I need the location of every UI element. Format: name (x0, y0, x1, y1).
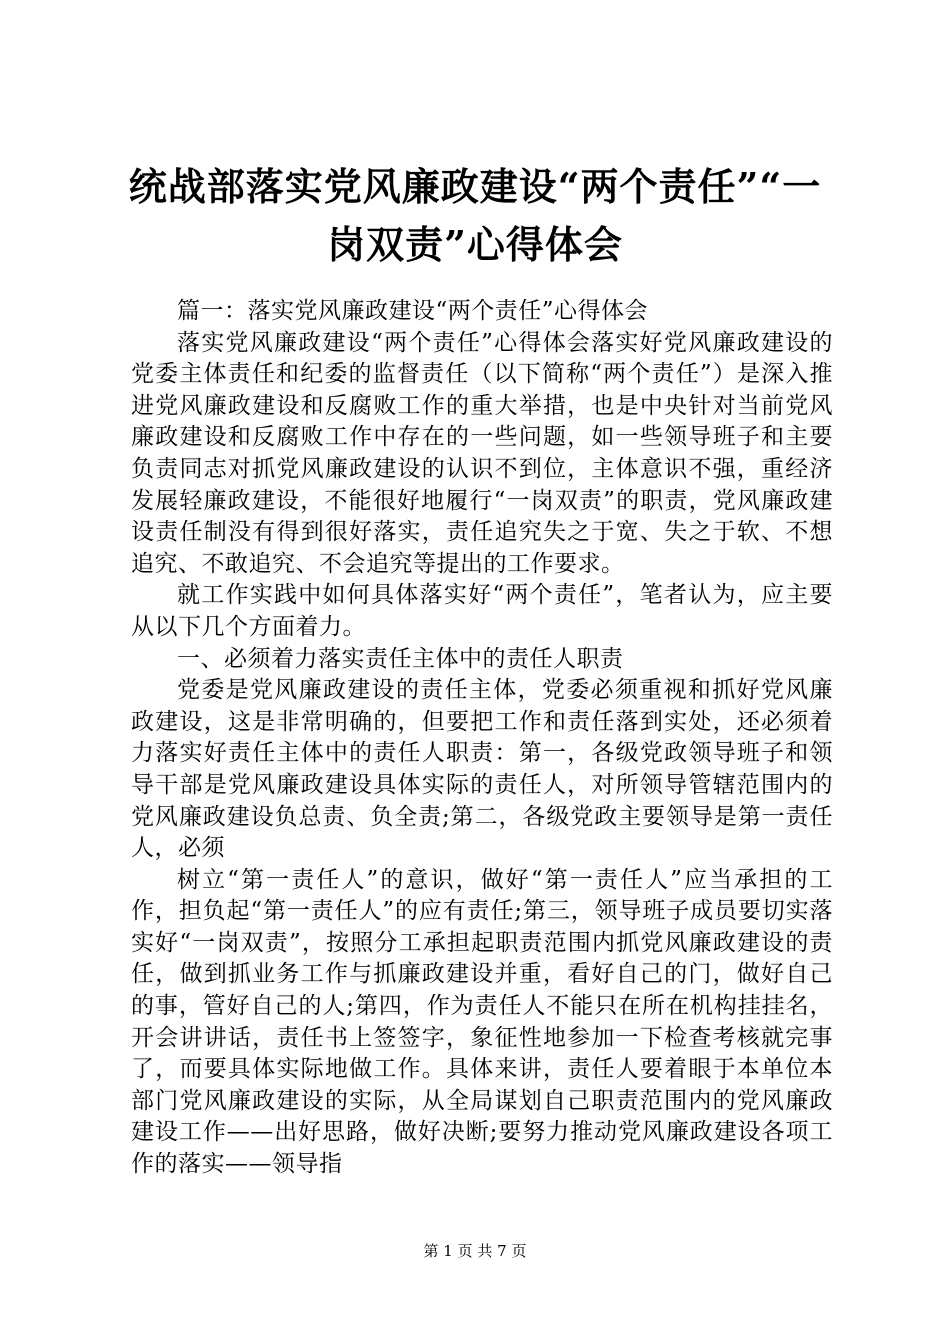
paragraph-first-responsible: 树立“第一责任人”的意识，做好“第一责任人”应当承担的工作，担负起“第一责任人”的应有责任;第三，领导班子成员要切实落实好“一岗双责”，按照分工承担起职责范围内抓党风廉政建设的责任，做到抓业务工作与抓廉政建设并重，看好自己的门，做好自己的事，管好自己的人;第四，作为责任人不能只在所在机构挂挂名，开会讲讲话，责任书上签签字，象征性地参加一下检查考核就完事了，而要具体实际地做工作。具体来讲，责任人要着眼于本单位本部门党风廉政建设的实际，从全局谋划自己职责范围内的党风廉政建设工作——出好思路，做好决断;要努力推动党风廉政建设各项工作的落实——领导指 (131, 866, 833, 1178)
document-title: 统战部落实党风廉政建设“两个责任”“一岗双责”心得体会 (128, 164, 822, 267)
paragraph-intro: 落实党风廉政建设“两个责任”心得体会落实好党风廉政建设的党委主体责任和纪委的监督责任（以下简称“两个责任”）是深入推进党风廉政建设和反腐败工作的重大举措，也是中央针对当前党风廉政建设和反腐败工作中存在的一些问题，如一些领导班子和主要负责同志对抓党风廉政建设的认识不到位，主体意识不强，重经济发展轻廉政建设，不能很好地履行“一岗双责”的职责，党风廉政建设责任制没有得到很好落实，责任追究失之于宽、失之于软、不想追究、不敢追究、不会追究等提出的工作要求。 (131, 329, 833, 577)
paragraph-thesis: 就工作实践中如何具体落实好“两个责任”，笔者认为，应主要从以下几个方面着力。 (131, 582, 833, 640)
paragraph-section-heading: 篇一：落实党风廉政建设“两个责任”心得体会 (177, 298, 649, 324)
paragraph-party-committee: 党委是党风廉政建设的责任主体，党委必须重视和抓好党风廉政建设，这是非常明确的，但要把工作和责任落到实处，还必须着力落实好责任主体中的责任人职责：第一，各级党政领导班子和领导干部是党风廉政建设具体实际的责任人，对所领导管辖范围内的党风廉政建设负总责、负全责;第二，各级党政主要领导是第一责任人，必须 (131, 677, 833, 862)
document-body (131, 296, 833, 1181)
paragraph-subheading-one: 一、必须着力落实责任主体中的责任人职责 (177, 645, 624, 672)
page-number-footer: 第 1 页 共 7 页 (423, 1242, 527, 1260)
